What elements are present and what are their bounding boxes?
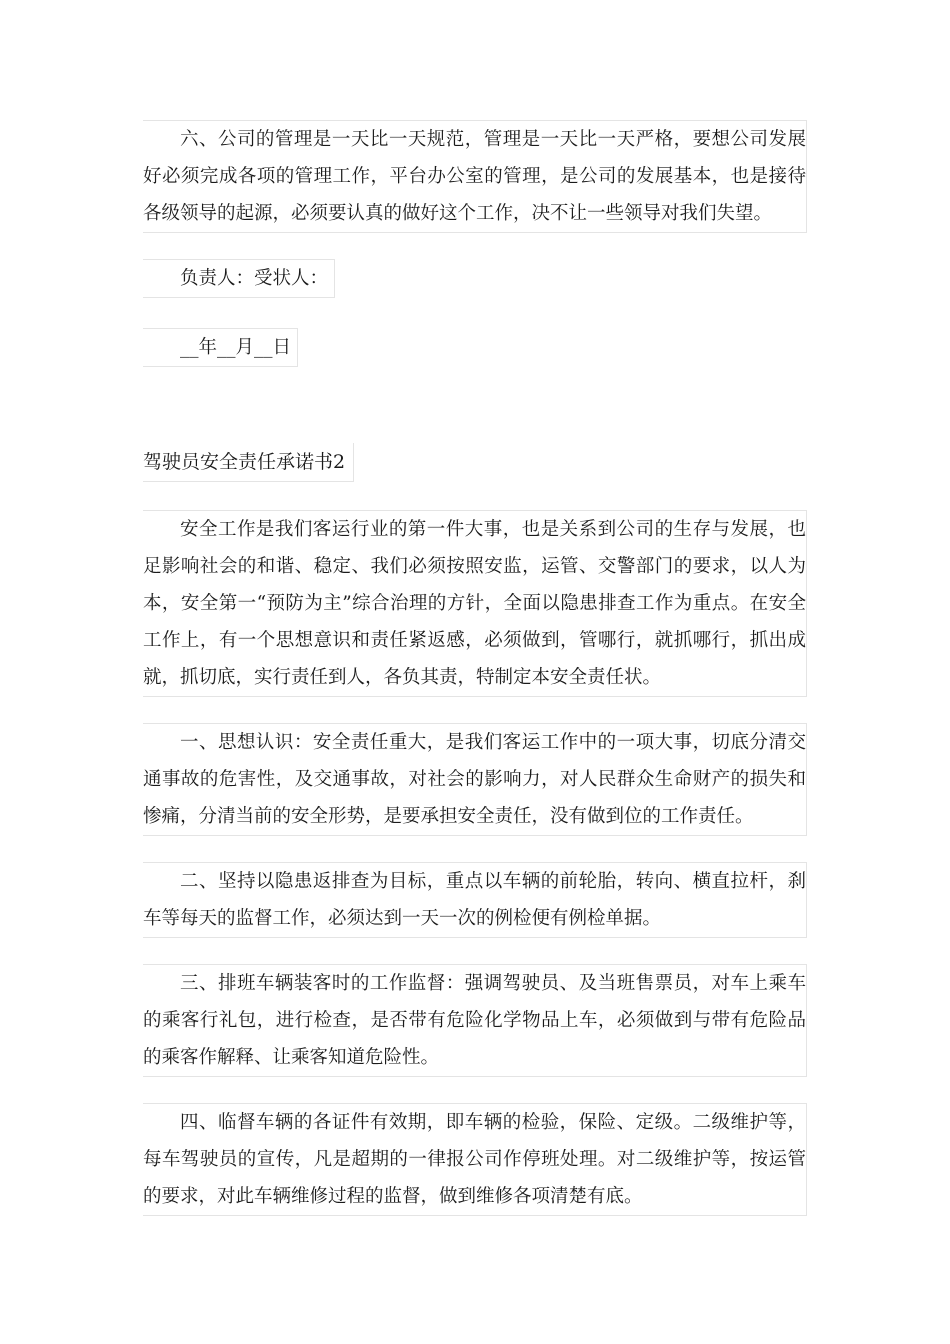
section-heading: 驾驶员安全责任承诺书2 [143, 443, 354, 482]
paragraph-intro: 安全工作是我们客运行业的第一件大事，也是关系到公司的生存与发展，也足影响社会的和谐、稳定、我们必须按照安监，运管、交警部门的要求，以人为本，安全第一“预防为主”综合治理的方针，全面以隐患排查工作为重点。在安全工作上，有一个思想意识和责任紧返感，必须做到，管哪行，就抓哪行，抓出成就，抓切底，实行责任到人，各负其责，特制定本安全责任状。 [143, 510, 807, 697]
paragraph-item-6: 六、公司的管理是一天比一天规范，管理是一天比一天严格，要想公司发展好必须完成各项的管理工作，平台办公室的管理，是公司的发展基本，也是接待各级领导的起源，必须要认真的做好这个工作，决不让一些领导对我们失望。 [143, 120, 807, 233]
paragraph-item-2: 二、坚持以隐患返排查为目标，重点以车辆的前轮胎，转向、横直拉杆，刹车等每天的监督工作，必须达到一天一次的例检便有例检单据。 [143, 862, 807, 938]
date-line-wrap [143, 328, 807, 367]
paragraph-item-3-wrap [143, 964, 807, 1077]
section-heading-wrap [143, 397, 807, 510]
paragraph-item-4-wrap [143, 1103, 807, 1216]
paragraph-item-1-wrap [143, 723, 807, 836]
document-page [143, 120, 807, 1242]
paragraph-item-2-wrap [143, 862, 807, 938]
paragraph-intro-wrap [143, 510, 807, 697]
signature-line: 负责人：受状人： [143, 259, 335, 298]
paragraph-item-4: 四、临督车辆的各证件有效期，即车辆的检验，保险、定级。二级维护等，每车驾驶员的宣传，凡是超期的一律报公司作停班处理。对二级维护等，按运管的要求，对此车辆维修过程的监督，做到维修各项清楚有底。 [143, 1103, 807, 1216]
signature-line-wrap [143, 259, 807, 298]
paragraph-item-3: 三、排班车辆装客时的工作监督：强调驾驶员、及当班售票员，对车上乘车的乘客行礼包，进行检查，是否带有危险化学物品上车，必须做到与带有危险品的乘客作解释、让乘客知道危险性。 [143, 964, 807, 1077]
date-line: __年__月__日 [143, 328, 298, 367]
paragraph-item-6-wrap [143, 120, 807, 233]
paragraph-item-1: 一、思想认识：安全责任重大，是我们客运工作中的一项大事，切底分清交通事故的危害性，及交通事故，对社会的影响力，对人民群众生命财产的损失和惨痛，分清当前的安全形势，是要承担安全责任，没有做到位的工作责任。 [143, 723, 807, 836]
